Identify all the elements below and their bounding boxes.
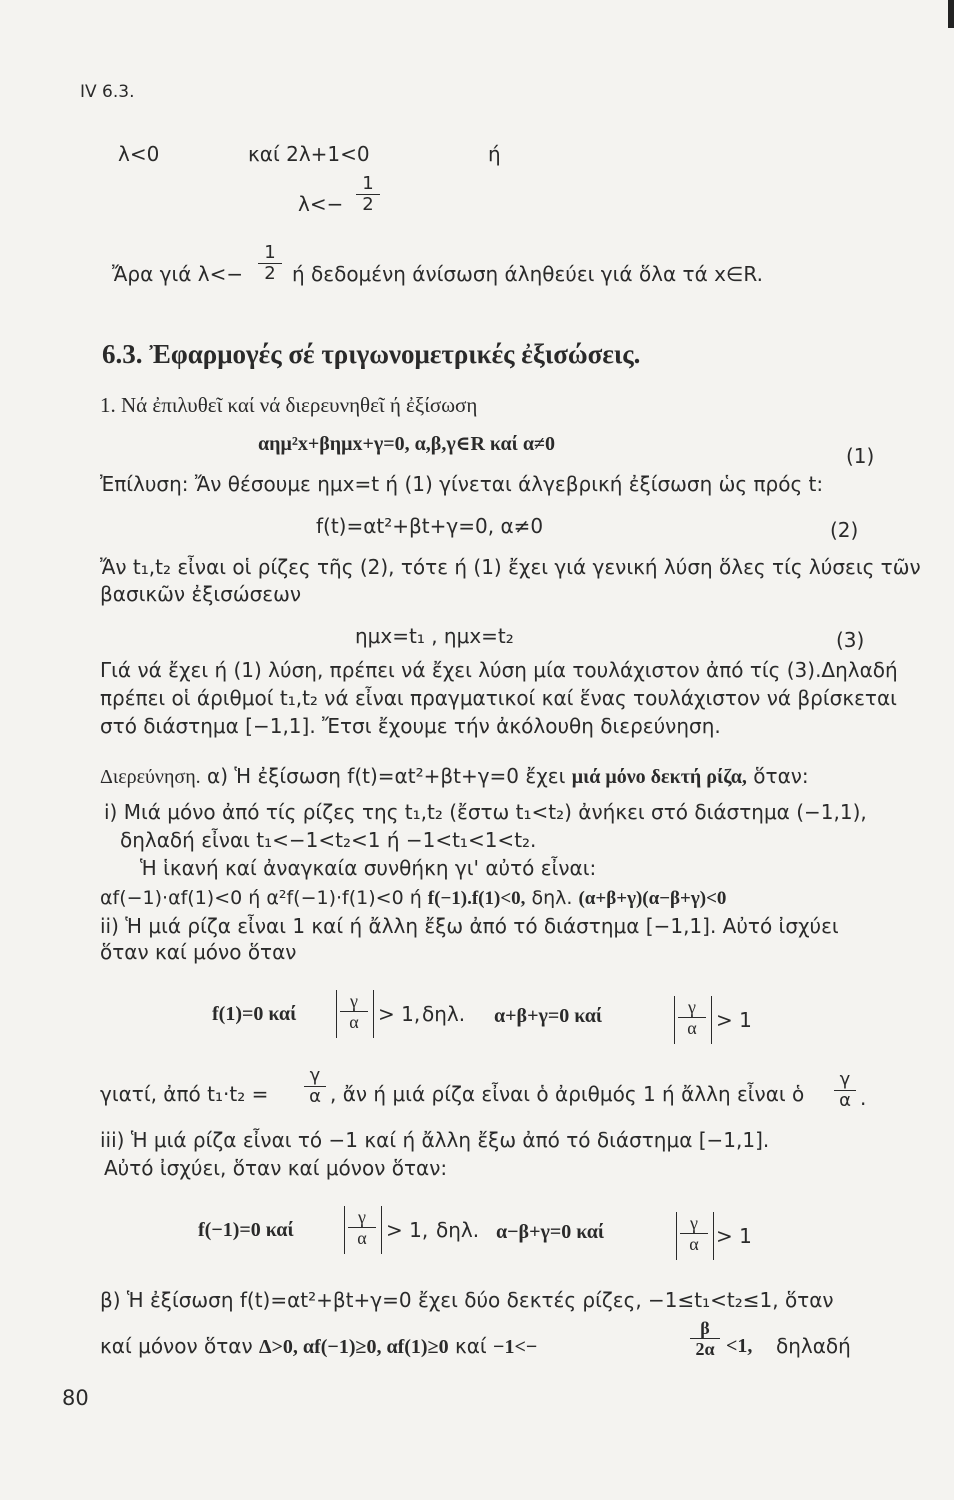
fraction-denominator: α [309,1086,321,1107]
conclusion-lhs: Ἄρα γιά λ<− [112,262,244,286]
fraction-denominator: α [357,1228,367,1248]
fraction-numerator: γ [304,1066,326,1087]
case-b-intro: καί μόνον ὅταν [100,1334,253,1358]
conclusion-text: ή δεδομένη άνίσωση άληθεύει γιά ὅλα τά x∈R. [292,262,763,286]
fraction-denominator: 2 [264,263,276,284]
paragraph-2-line-1: Γιά νά ἔχει ή (1) λύση, πρέπει νά ἔχει λύση μία τουλάχιστον ἀπό τίς (3).Δηλαδή [100,658,898,682]
fraction-denominator: α [349,1012,359,1032]
case-b-namely: δηλαδή [776,1334,851,1358]
fraction-denominator: α [687,1018,697,1038]
case-i-condition-c: δηλ. [531,887,573,909]
equation-3: ημx=t₁ , ημx=t₂ [355,624,514,648]
equation-1-tag: (1) [846,444,875,468]
page-number: 80 [62,1386,89,1410]
page-edge-mark [948,0,954,28]
problem-statement: 1. Νά ἐπιλυθεῖ καί νά διερευνηθεῖ ή ἐξίσωση [100,393,478,417]
fraction-numerator: β [690,1318,720,1339]
fraction-denominator: α [689,1234,699,1254]
case-ii-reason-fraction [304,1066,326,1107]
section-reference: IV 6.3. [80,82,135,102]
solution-line: Ἐπίλυση: Ἄν θέσουμε ημx=t ή (1) γίνεται άλγεβρική ἐξίσωση ὡς πρός t: [100,472,824,496]
case-ii-reason-b: , ἄν ή μιά ρίζα εἶναι ὁ ἀριθμός 1 ή ἄλλη εἶναι ὁ [330,1082,805,1106]
case-ii-abs-fraction-2 [678,997,706,1038]
discussion-heading [100,764,809,789]
case-b-bound: −1<− [493,1336,538,1358]
case-ii-eq-c: δηλ. [422,1002,466,1026]
paragraph-2-line-2: πρέπει οἱ άριθμοί t₁,t₂ νά εἶναι πραγματικοί καί ἕνας τουλάχιστον νά βρίσκεται [100,686,897,710]
intro-ineq-2: καί 2λ+1<0 [248,142,370,166]
fraction-numerator: γ [348,1207,376,1228]
fraction-denominator: α [839,1090,851,1111]
discussion-bold: μιά μόνο δεκτή ρίζα, [571,766,747,788]
case-i-line-2: δηλαδή εἶναι t₁<−1<t₂<1 ή −1<t₁<1<t₂. [120,828,537,852]
case-iii-eq-b: > 1, [386,1218,429,1242]
fraction-numerator: 1 [356,174,380,195]
case-ii-abs-fraction [340,991,368,1032]
case-ii-eq-a: f(1)=0 καί [212,1003,297,1025]
intro-fraction-half [356,174,380,215]
equation-1: αημ²x+βημx+γ=0, α,β,γ∈R καί α≠0 [258,433,555,455]
case-ii-reason-a: γιατί, ἀπό t₁·t₂ = [100,1082,269,1106]
paragraph-1-line-1: Ἄν t₁,t₂ εἶναι οἱ ρίζες τῆς (2), τότε ή (1) ἔχει γιά γενική λύση ὅλες τίς λύσεις τῶν [100,555,921,579]
fraction-numerator: 1 [258,243,282,264]
case-b-and: καί [454,1334,487,1358]
case-iii-eq-e: > 1 [716,1224,752,1248]
fraction-numerator: γ [340,991,368,1012]
case-ii-line-2: ὅταν καί μόνο ὅταν [100,940,297,964]
case-iii-abs-fraction-2 [680,1213,708,1254]
case-ii-line-1: ii) Ἡ μιά ρίζα εἶναι 1 καί ή ἄλλη ἔξω ἀπό τό διάστημα [−1,1]. Αὐτό ἰσχύει [100,914,839,938]
case-i-line-3: Ἡ ἱκανή καί ἀναγκαία συνθήκη γι' αὐτό εἶναι: [140,856,597,880]
fraction-denominator: 2α [695,1339,715,1359]
case-ii-reason-fraction-2 [834,1070,856,1111]
discussion-end: ὅταν: [753,764,809,788]
case-b-fraction [690,1318,720,1359]
fraction-numerator: γ [678,997,706,1018]
case-ii-eq-e: > 1 [716,1008,752,1032]
case-i-line-4 [100,886,726,911]
section-title: 6.3. Ἐφαρμογές σέ τριγωνομετρικές ἐξισώσεις. [102,339,641,369]
discussion-text: α) Ἡ ἐξίσωση f(t)=αt²+βt+γ=0 ἔχει [207,764,566,788]
case-i-condition-b: f(−1).f(1)<0, [427,888,526,909]
equation-3-tag: (3) [836,628,865,652]
discussion-label: Διερεύνηση. [100,766,201,788]
case-iii-line-2: Αὐτό ἰσχύει, ὅταν καί μόνον ὅταν: [104,1156,448,1180]
case-b-line-1: β) Ἡ ἐξίσωση f(t)=αt²+βt+γ=0 ἔχει δύο δεκτές ρίζες, −1≤t₁<t₂≤1, ὅταν [100,1288,834,1312]
case-iii-abs-fraction [348,1207,376,1248]
intro-result-lhs: λ<− [298,192,344,216]
case-iii-eq-c: δηλ. [436,1218,480,1242]
case-ii-reason-dot: . [860,1086,867,1110]
intro-or: ή [488,142,501,166]
case-ii-eq-d: α+β+γ=0 καί [494,1005,603,1027]
fraction-denominator: 2 [362,194,374,215]
fraction-numerator: γ [680,1213,708,1234]
case-i-condition-d: (α+β+γ)(α−β+γ)<0 [578,888,727,909]
case-b-bound-end: <1, [726,1335,753,1357]
paragraph-2-line-3: στό διάστημα [−1,1]. Ἔτσι ἔχουμε τήν ἀκόλουθη διερεύνηση. [100,714,721,738]
case-b-line-2 [100,1334,537,1359]
fraction-numerator: γ [834,1070,856,1091]
case-iii-eq-a: f(−1)=0 καί [198,1219,294,1241]
case-b-conditions: Δ>0, αf(−1)≥0, αf(1)≥0 [259,1336,449,1358]
intro-ineq-1: λ<0 [118,142,160,166]
case-i-line-1: i) Μιά μόνο ἀπό τίς ρίζες της t₁,t₂ (ἔστω t₁<t₂) ἀνήκει στό διάστημα (−1,1), [104,800,867,824]
equation-2-tag: (2) [830,518,859,542]
equation-2: f(t)=αt²+βt+γ=0, α≠0 [316,514,544,538]
case-iii-line-1: iii) Ἡ μιά ρίζα εἶναι τό −1 καί ή ἄλλη ἔξω ἀπό τό διάστημα [−1,1]. [100,1128,770,1152]
case-i-condition-a: αf(−1)·αf(1)<0 ή α²f(−1)·f(1)<0 ή [100,887,422,909]
paragraph-1-line-2: βασικῶν ἐξισώσεων [100,582,302,606]
case-ii-eq-b: > 1, [378,1002,421,1026]
case-iii-eq-d: α−β+γ=0 καί [496,1221,605,1243]
conclusion-fraction-half [258,243,282,284]
